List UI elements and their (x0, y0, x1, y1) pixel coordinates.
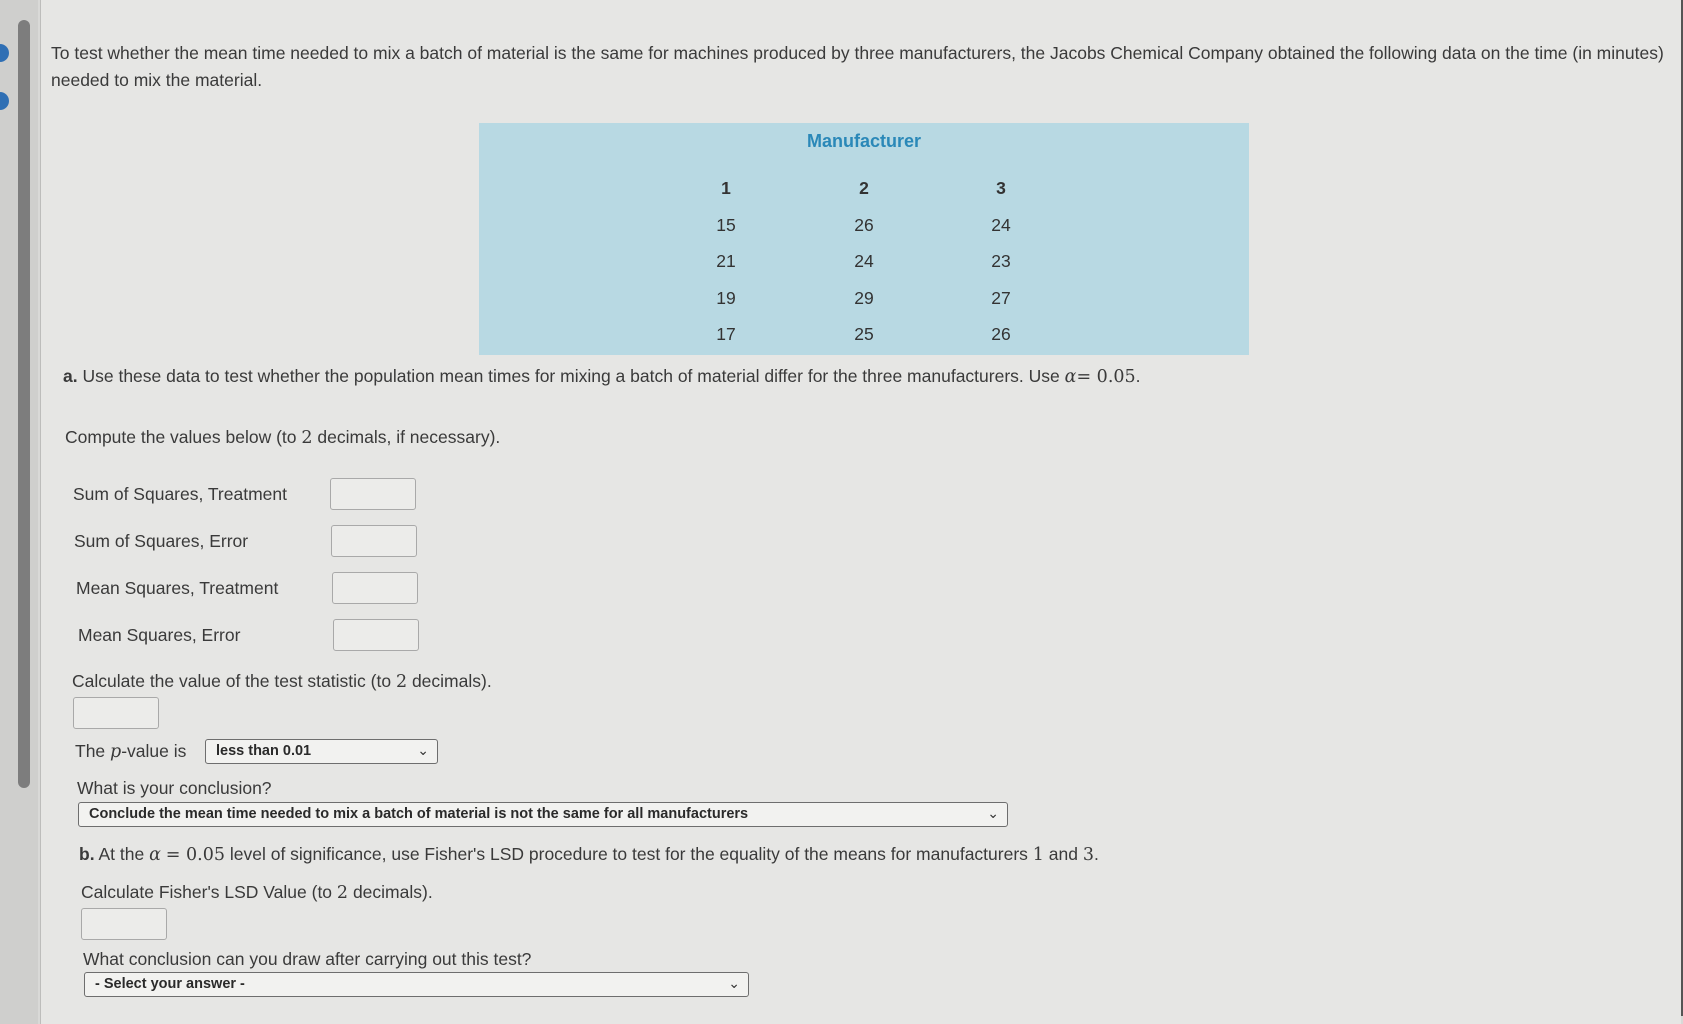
pvalue-select[interactable] (205, 739, 438, 764)
table-cell: 26 (991, 324, 1011, 344)
conclusion-question: What is your conclusion? (77, 778, 272, 798)
alpha-symbol: α (1064, 367, 1077, 387)
column-header: 1 (721, 178, 731, 198)
table-cell: 27 (991, 288, 1011, 308)
part-a-label: a. (63, 366, 78, 386)
ss-error-input[interactable] (331, 525, 417, 557)
chevron-down-icon: ⌄ (417, 742, 429, 758)
part-a-question: a. Use these data to test whether the population mean times for mixing a batch of material differ for the three manufacturers. Use α= 0.05. (63, 366, 1141, 387)
chevron-down-icon: ⌄ (987, 805, 999, 821)
question-intro: To test whether the mean time needed to mix a batch of material is the same for machines produced by three manufacturers, the Jacobs Chemical Company obtained the following data on the time (in minutes) needed to mix the material. (51, 43, 1664, 90)
conclusion-select[interactable] (78, 802, 1008, 827)
field-label: Sum of Squares, Error (74, 531, 249, 551)
test-stat-instruction: Calculate the value of the test statistic (to 2 decimals). (72, 671, 492, 692)
final-question: What conclusion can you draw after carrying out this test? (83, 949, 532, 969)
table-cell: 24 (854, 251, 874, 271)
table-cell: 19 (716, 288, 736, 308)
table-cell: 24 (991, 215, 1011, 235)
table-cell: 26 (854, 215, 874, 235)
table-title: Manufacturer (806, 131, 922, 151)
nav-marker[interactable] (0, 92, 9, 110)
column-header: 3 (996, 178, 1006, 198)
table-cell: 21 (716, 251, 736, 271)
lsd-instruction: Calculate Fisher's LSD Value (to 2 decimals). (81, 882, 433, 903)
final-conclusion-select[interactable] (84, 972, 749, 997)
alpha-value: = 0.05 (165, 845, 225, 865)
field-label: Mean Squares, Treatment (76, 578, 279, 598)
pvalue-label: The p-value is (75, 741, 187, 762)
compute-instruction: Compute the values below (to 2 decimals, if necessary). (65, 427, 501, 448)
chevron-down-icon: ⌄ (728, 975, 740, 991)
ss-treatment-input[interactable] (330, 478, 416, 510)
alpha-symbol: α (149, 845, 161, 865)
pvalue-selected: less than 0.01 (216, 743, 312, 759)
data-table (479, 123, 1249, 355)
ms-error-input[interactable] (333, 619, 419, 651)
table-cell: 17 (716, 324, 736, 344)
question-panel (40, 0, 1681, 1024)
scrollbar-thumb[interactable] (18, 20, 30, 788)
nav-marker[interactable] (0, 44, 9, 62)
part-b-question: b. At the α = 0.05 level of significance, use Fisher's LSD procedure to test for the equality of the means for manufacturers 1 and 3. (79, 844, 1099, 865)
part-a-text: Use these data to test whether the population mean times for mixing a batch of material differ for the three manufacturers. Use (82, 366, 1060, 386)
test-statistic-input[interactable] (73, 697, 159, 729)
final-selected: - Select your answer - (95, 976, 245, 992)
p-symbol: p (110, 742, 122, 762)
alpha-value: = 0.05 (1076, 367, 1136, 387)
table-cell: 23 (991, 251, 1011, 271)
part-b-label: b. (79, 844, 95, 864)
table-cell: 29 (854, 288, 874, 308)
ms-treatment-input[interactable] (332, 572, 418, 604)
table-cell: 15 (716, 215, 736, 235)
conclusion-selected: Conclude the mean time needed to mix a batch of material is not the same for all manufacturers (89, 806, 749, 822)
field-label: Mean Squares, Error (78, 625, 241, 645)
left-rail (0, 0, 38, 1024)
lsd-value-input[interactable] (81, 908, 167, 940)
field-label: Sum of Squares, Treatment (73, 484, 287, 504)
column-header: 2 (859, 178, 869, 198)
table-cell: 25 (854, 324, 874, 344)
